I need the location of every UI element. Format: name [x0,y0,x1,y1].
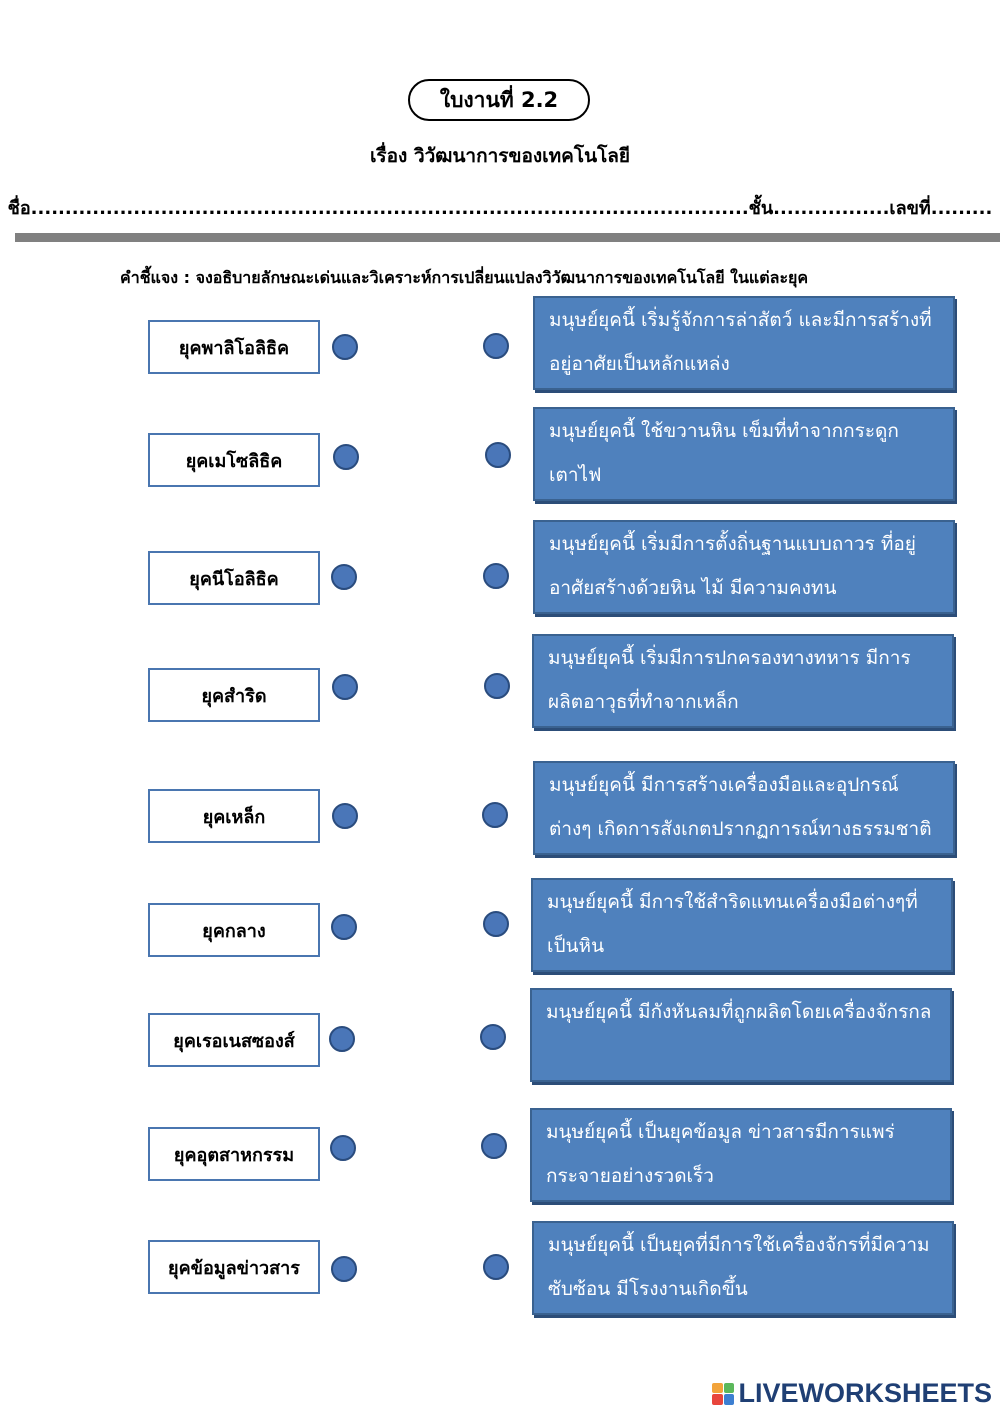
description-box: มนุษย์ยุคนี้ เริ่มรู้จักการล่าสัตว์ และมีการสร้างที่อยู่อาศัยเป็นหลักแหล่ง [533,296,955,390]
left-match-dot[interactable] [332,334,358,360]
liveworksheets-logo-icon [712,1383,734,1405]
header-divider [15,233,1000,242]
student-info-line: ชื่อ.........................................................................................................ชั้น.................เลขที่......... [7,198,993,219]
era-box: ยุคสำริด [148,668,320,722]
worksheet-subject: เรื่อง วิวัฒนาการของเทคโนโลยี [369,145,631,167]
right-match-dot[interactable] [485,442,511,468]
right-match-dot[interactable] [483,1254,509,1280]
right-match-dot[interactable] [484,673,510,699]
right-match-dot[interactable] [480,1024,506,1050]
era-box: ยุคอุตสาหกรรม [148,1127,320,1181]
right-match-dot[interactable] [481,1133,507,1159]
right-match-dot[interactable] [483,911,509,937]
left-match-dot[interactable] [333,444,359,470]
liveworksheets-logo [712,1378,992,1409]
era-box: ยุคเรอเนสซองส์ [148,1013,320,1067]
description-box: มนุษย์ยุคนี้ เริ่มมีการตั้งถิ่นฐานแบบถาวร ที่อยู่อาศัยสร้างด้วยหิน ไม้ มีความคงทน [533,520,955,614]
era-box: ยุคพาลิโอลิธิค [148,320,320,374]
left-match-dot[interactable] [329,1026,355,1052]
era-box: ยุคกลาง [148,903,320,957]
right-match-dot[interactable] [482,802,508,828]
era-box: ยุคเมโซลิธิค [148,433,320,487]
left-match-dot[interactable] [332,803,358,829]
left-match-dot[interactable] [331,1256,357,1282]
right-match-dot[interactable] [483,563,509,589]
logo-text: LIVEWORKSHEETS [738,1378,992,1408]
era-box: ยุคข้อมูลข่าวสาร [148,1240,320,1294]
left-match-dot[interactable] [330,1135,356,1161]
description-box: มนุษย์ยุคนี้ มีการสร้างเครื่องมือและอุปกรณ์ต่างๆ เกิดการสังเกตปรากฏการณ์ทางธรรมชาติ [533,761,955,855]
era-box: ยุคนีโอลิธิค [148,551,320,605]
era-box: ยุคเหล็ก [148,789,320,843]
left-match-dot[interactable] [331,564,357,590]
left-match-dot[interactable] [331,914,357,940]
description-box: มนุษย์ยุคนี้ เป็นยุคข้อมูล ข่าวสารมีการแพร่กระจายอย่างรวดเร็ว [530,1108,952,1202]
worksheet-title: ใบงานที่ 2.2 [408,79,590,121]
description-box: มนุษย์ยุคนี้ มีการใช้สำริดแทนเครื่องมือต่างๆที่เป็นหิน [531,878,953,972]
right-match-dot[interactable] [483,333,509,359]
description-box: มนุษย์ยุคนี้ เริ่มมีการปกครองทางทหาร มีการผลิตอาวุธที่ทำจากเหล็ก [532,634,954,728]
left-match-dot[interactable] [332,674,358,700]
description-box: มนุษย์ยุคนี้ ใช้ขวานหิน เข็มที่ทำจากกระดูก เตาไฟ [533,407,955,501]
description-box: มนุษย์ยุคนี้ มีกังหันลมที่ถูกผลิตโดยเครื่องจักรกล [530,988,952,1082]
description-box: มนุษย์ยุคนี้ เป็นยุคที่มีการใช้เครื่องจักรที่มีความซับซ้อน มีโรงงานเกิดขึ้น [532,1221,954,1315]
instruction-text: คำชี้แจง : จงอธิบายลักษณะเด่นและวิเคราะห์การเปลี่ยนแปลงวิวัฒนาการของเทคโนโลยี ในแต่ละยุค [120,268,809,287]
